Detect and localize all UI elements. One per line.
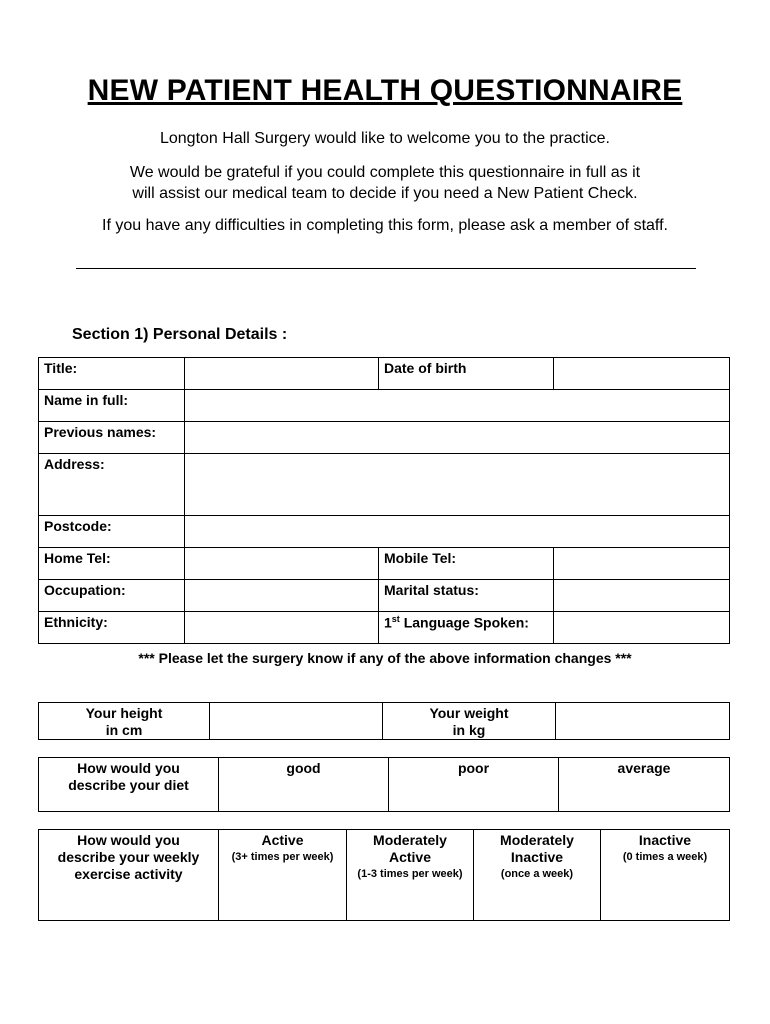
- update-notice: *** Please let the surgery know if any of the above information changes ***: [138, 650, 632, 666]
- intro-text-line1: We would be grateful if you could complete this questionnaire in full as it: [129, 164, 641, 181]
- mobile-tel-label: Mobile Tel:: [379, 548, 554, 580]
- title-field[interactable]: [185, 358, 379, 390]
- language-field[interactable]: [554, 612, 730, 644]
- personal-details-table: [38, 357, 730, 644]
- occupation-field[interactable]: [185, 580, 379, 612]
- ethnicity-field[interactable]: [185, 612, 379, 644]
- exercise-question-line3: exercise activity: [74, 866, 183, 882]
- exercise-option-moderately-inactive[interactable]: [474, 830, 601, 921]
- language-label-text: Language Spoken:: [399, 614, 529, 631]
- page-title: NEW PATIENT HEALTH QUESTIONNAIRE: [87, 74, 683, 107]
- language-label: [379, 612, 554, 644]
- diet-question-line1: How would you: [77, 760, 180, 776]
- weight-label-line2: in kg: [452, 722, 486, 738]
- exercise-option-moderately-inactive-line1: Moderately: [500, 832, 574, 848]
- address-field[interactable]: [185, 454, 730, 516]
- diet-option-average[interactable]: average: [559, 758, 730, 812]
- measurements-table: [38, 702, 730, 740]
- exercise-option-active[interactable]: [219, 830, 347, 921]
- exercise-table: [38, 829, 730, 921]
- marital-status-field[interactable]: [554, 580, 730, 612]
- diet-option-good[interactable]: good: [219, 758, 389, 812]
- exercise-option-inactive-note: (0 times a week): [622, 851, 708, 863]
- exercise-option-moderately-inactive-line2: Inactive: [510, 849, 564, 865]
- diet-option-poor[interactable]: poor: [389, 758, 559, 812]
- language-label-sup: st: [391, 614, 400, 624]
- dob-label: Date of birth: [379, 358, 554, 390]
- exercise-option-moderately-active-note: (1-3 times per week): [357, 868, 463, 880]
- divider: [76, 268, 696, 269]
- weight-label-line1: Your weight: [429, 705, 509, 721]
- dob-field[interactable]: [554, 358, 730, 390]
- exercise-option-moderately-active-line2: Active: [388, 849, 432, 865]
- mobile-tel-field[interactable]: [554, 548, 730, 580]
- height-label-line1: Your height: [85, 705, 163, 721]
- language-label-number: 1: [384, 614, 392, 631]
- address-label: Address:: [39, 454, 185, 516]
- exercise-option-moderately-inactive-note: (once a week): [500, 868, 574, 880]
- height-label-line2: in cm: [105, 722, 143, 738]
- exercise-question: [39, 830, 219, 921]
- previous-names-field[interactable]: [185, 422, 730, 454]
- title-label: Title:: [39, 358, 185, 390]
- exercise-question-line2: describe your weekly: [57, 849, 200, 865]
- diet-question: [39, 758, 219, 812]
- weight-field[interactable]: [556, 703, 730, 740]
- previous-names-label: Previous names:: [39, 422, 185, 454]
- exercise-option-moderately-active-line1: Moderately: [373, 832, 447, 848]
- difficulties-text: If you have any difficulties in completing this form, please ask a member of staff.: [102, 217, 668, 234]
- exercise-option-active-line1: Active: [261, 832, 304, 848]
- marital-status-label: Marital status:: [379, 580, 554, 612]
- intro-text-line2: will assist our medical team to decide if you need a New Patient Check.: [132, 185, 638, 202]
- exercise-option-inactive[interactable]: [601, 830, 730, 921]
- postcode-field[interactable]: [185, 516, 730, 548]
- exercise-option-active-note: (3+ times per week): [231, 851, 334, 863]
- home-tel-label: Home Tel:: [39, 548, 185, 580]
- postcode-label: Postcode:: [39, 516, 185, 548]
- height-field[interactable]: [210, 703, 383, 740]
- diet-question-line2: describe your diet: [68, 777, 189, 793]
- height-label: [39, 703, 210, 740]
- home-tel-field[interactable]: [185, 548, 379, 580]
- exercise-option-inactive-line1: Inactive: [638, 832, 692, 848]
- name-label: Name in full:: [39, 390, 185, 422]
- name-field[interactable]: [185, 390, 730, 422]
- section-heading: Section 1) Personal Details :: [72, 326, 288, 343]
- weight-label: [383, 703, 556, 740]
- exercise-option-moderately-active[interactable]: [347, 830, 474, 921]
- welcome-text: Longton Hall Surgery would like to welcome you to the practice.: [159, 130, 610, 147]
- ethnicity-label: Ethnicity:: [39, 612, 185, 644]
- diet-table: [38, 757, 730, 812]
- occupation-label: Occupation:: [39, 580, 185, 612]
- exercise-question-line1: How would you: [77, 832, 180, 848]
